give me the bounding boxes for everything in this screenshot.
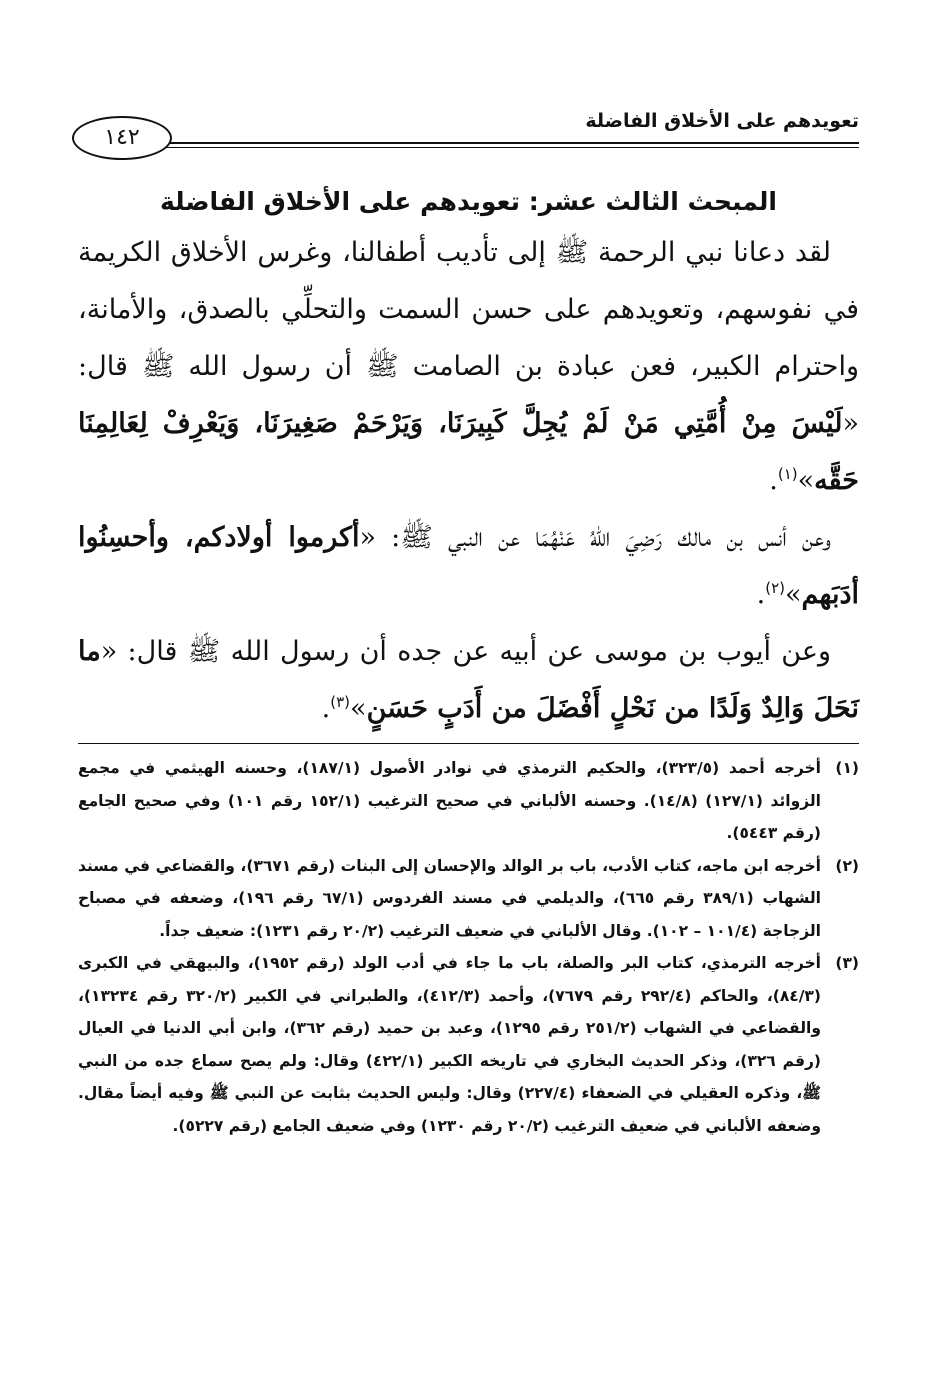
footnote-number: (٢) [835, 856, 859, 875]
footnote-2 [78, 850, 859, 948]
footnote-3 [78, 947, 859, 1142]
hadith-quote-1: لَيْسَ مِنْ أُمَّتِي مَنْ لَمْ يُجِلَّ كَبِيرَنَا، وَيَرْحَمْ صَغِيرَنَا، وَيَعْرِفْ لِعَالِمِنَا حَقَّه [78, 408, 859, 496]
paragraph-3: وعن أيوب بن موسى عن أبيه عن جده أن رسول الله ﷺ قال: «ما نَحَلَ وَالِدٌ وَلَدًا من نَحْلٍ أَفْضَلَ من أَدَبٍ حَسَنٍ»$^{(٣)}$. [78, 636, 859, 724]
running-header [78, 100, 859, 158]
hadith-quote-3: ما نَحَلَ وَالِدٌ وَلَدًا من نَحْلٍ أَفْضَلَ من أَدَبٍ حَسَنٍ [78, 636, 859, 724]
hadith-quote-2: أكرموا أولادكم، وأحسِنُوا أدَبَهم [78, 522, 859, 610]
book-page [78, 100, 859, 1341]
paragraph-2-text: وعن أنس بن مالك رَضِيَ اللهُ عَنْهُمَا عن النبي ﷺ: « [359, 522, 831, 553]
quote-close-1: » [797, 465, 815, 496]
paragraph-1: لقد دعانا نبي الرحمة ﷺ إلى تأديب أطفالنا، وغرس الأخلاق الكريمة في نفوسهم، وتعويدهم على حسن السمت والتحلِّي بالصدق، والأمانة، واحترام الكبير، فعن عبادة بن الصامت ﷺ أن رسول الله ﷺ قال: «لَيْسَ مِنْ أُمَّتِي مَنْ لَمْ يُجِلَّ كَبِيرَنَا، وَيَرْحَمْ صَغِيرَنَا، وَيَعْرِفْ لِعَالِمِنَا حَقَّه»$^{(١)}$. [78, 237, 859, 496]
paragraph-1-text: لقد دعانا نبي الرحمة ﷺ إلى تأديب أطفالنا، وغرس الأخلاق الكريمة في نفوسهم، وتعويدهم على حسن السمت والتحلِّي بالصدق، والأمانة، واحترام الكبير، فعن عبادة بن الصامت ﷺ أن رسول الله ﷺ قال: « [78, 237, 859, 439]
section-heading: المبحث الثالث عشر: تعويدهم على الأخلاق الفاضلة [159, 187, 777, 216]
footnotes [78, 752, 859, 1142]
footnote-1 [78, 752, 859, 850]
footnote-divider [78, 743, 859, 744]
paragraph-3-text: وعن أيوب بن موسى عن أبيه عن جده أن رسول الله ﷺ قال: « [100, 636, 831, 667]
footnote-ref-1: (١) [777, 465, 798, 483]
footnote-number: (١) [835, 759, 859, 777]
quote-close-3: » [350, 693, 367, 724]
paragraph-2: وعن أنس بن مالك رَضِيَ اللهُ عَنْهُمَا عن النبي ﷺ: «أكرموا أولادكم، وأحسِنُوا أدَبَهم»$^{(٢)}$. [78, 522, 859, 610]
footnote-ref-3: (٣) [330, 693, 351, 711]
header-rule [148, 142, 859, 148]
footnote-number: (٣) [835, 954, 859, 972]
running-header-title: تعويدهم على الأخلاق الفاضلة [585, 110, 859, 132]
footnote-text: أخرجه أحمد (٣٢٣/٥)، والحكيم الترمذي في نوادر الأصول (١٨٧/١)، وحسنه الهيثمي في مجمع الزوائد (١٢٧/١) (١٤/٨). وحسنه الألباني في صحيح الترغيب (١٥٢/١ رقم ١٠١) وفي صحيح الجامع (رقم ٥٤٤٣). [78, 759, 821, 842]
footnote-text: أخرجه ابن ماجه، كتاب الأدب، باب بر الوالد والإحسان إلى البنات (رقم ٣٦٧١)، والقضاعي في مسند الشهاب (٣٨٩/١ رقم ٦٦٥)، والديلمي في مسند الفردوس (٦٧/١ رقم ١٩٦)، وضعفه في مصباح الزجاجة (١٠١/٤ – ١٠٢). وقال الألباني في ضعيف الترغيب (٢٠/٢ رقم ١٢٣١): ضعيف جداً. [78, 856, 821, 940]
quote-close-2: » [785, 579, 802, 610]
footnote-ref-2: (٢) [765, 579, 785, 597]
page-number-badge: ١٤٢ [72, 116, 172, 160]
footnote-text: أخرجه الترمذي، كتاب البر والصلة، باب ما جاء في أدب الولد (رقم ١٩٥٢)، والبيهقي في الكبرى (٨٤/٣)، والحاكم (٢٩٢/٤ رقم ٧٦٧٩)، وأحمد (٤١٢/٣)، والطبراني في الكبير (٣٢٠/٢ رقم ١٣٢٣٤)، والقضاعي في الشهاب (٢٥١/٢ رقم ١٢٩٥)، وعبد بن حميد (رقم ٣٦٢)، وابن أبي الدنيا في العيال (رقم ٣٢٦)، وذكر الحديث البخاري في تاريخه الكبير (٤٢٢/١) وقال: ولم يصح سماع جده من النبي ﷺ، وذكره العقيلي في الضعفاء (٢٢٧/٤) وقال: وليس الحديث بثابت عن النبي ﷺ وفيه أيضاً مقال. وضعفه الألباني في ضعيف الترغيب (٢٠/٢ رقم ١٢٣٠) وفي ضعيف الجامع (رقم ٥٢٢٧). [78, 954, 821, 1135]
body-text [78, 224, 859, 737]
